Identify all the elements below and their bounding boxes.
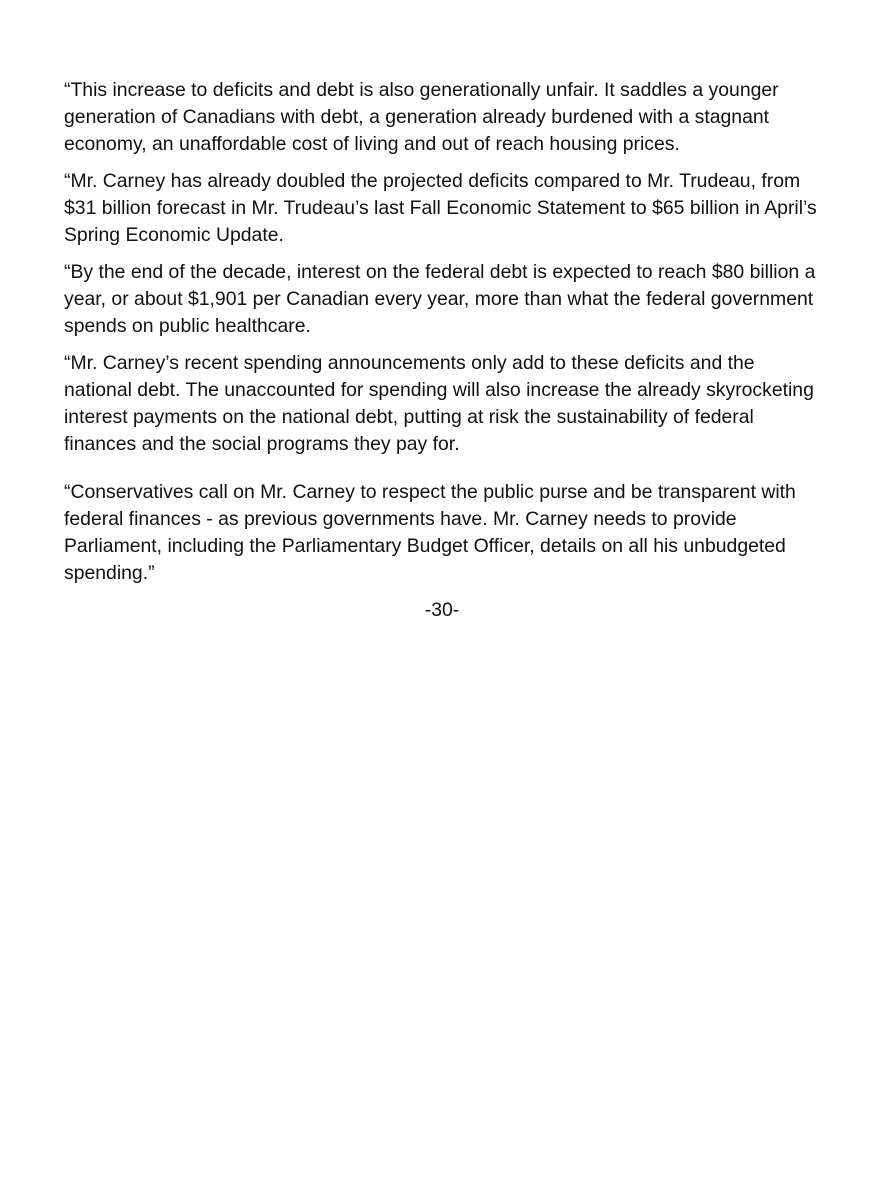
text-line: $31 billion forecast in Mr. Trudeau’s last Fall Economic Statement to $65 billion in April’s [64,197,817,219]
paragraph-generational-unfairness [64,77,844,158]
text-line: “Mr. Carney’s recent spending announcements only add to these deficits and the [64,352,755,374]
text-line: generation of Canadians with debt, a generation already burdened with a stagnant [64,106,770,128]
text-line: economy, an unaffordable cost of living and out of reach housing prices. [64,133,680,155]
paragraph-doubled-deficits [64,168,844,249]
press-release-body [64,77,844,624]
end-of-release-mark: -30- [424,599,460,621]
paragraph-debt-interest [64,259,844,340]
text-line: “By the end of the decade, interest on the federal debt is expected to reach $80 billion a [64,261,816,283]
text-line: finances and the social programs they pay for. [64,433,460,455]
text-line: “Mr. Carney has already doubled the projected deficits compared to Mr. Trudeau, from [64,170,801,192]
paragraph-conservatives-call [64,479,844,587]
text-line: interest payments on the national debt, putting at risk the sustainability of federal [64,406,754,428]
text-line: spending.” [64,562,155,584]
text-line: national debt. The unaccounted for spending will also increase the already skyrocketing [64,379,814,401]
text-line: Spring Economic Update. [64,224,284,246]
text-line: federal finances - as previous governments have. Mr. Carney needs to provide [64,508,737,530]
text-line: spends on public healthcare. [64,315,311,337]
text-line: year, or about $1,901 per Canadian every year, more than what the federal government [64,288,814,310]
text-line: “Conservatives call on Mr. Carney to respect the public purse and be transparent with [64,481,796,503]
text-line: “This increase to deficits and debt is also generationally unfair. It saddles a younger [64,79,779,101]
text-line: Parliament, including the Parliamentary Budget Officer, details on all his unbudgeted [64,535,786,557]
paragraph-spending-announcements [64,350,844,458]
